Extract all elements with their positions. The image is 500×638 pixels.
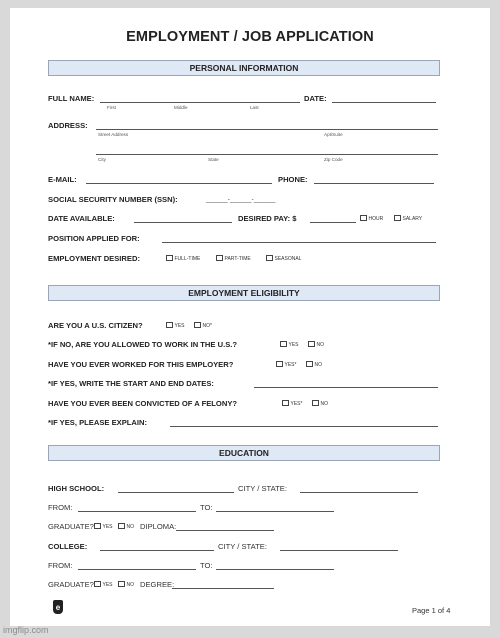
high-school-to-label: TO: [200, 503, 213, 512]
high-school-graduate-yes-option[interactable] [94, 522, 113, 532]
worked-for-employer-yes-option[interactable] [276, 360, 296, 370]
us-citizen-question: ARE YOU A U.S. CITIZEN? [48, 321, 143, 330]
section-education: EDUCATION [48, 445, 440, 461]
form-title: EMPLOYMENT / JOB APPLICATION [126, 29, 374, 45]
full-time-checkbox[interactable] [166, 255, 173, 262]
date-available-label: DATE AVAILABLE: [48, 214, 115, 223]
salary-checkbox[interactable] [394, 215, 401, 222]
high-school-graduate-no-checkbox[interactable] [118, 523, 125, 530]
college-graduate-yes-label: YES [102, 582, 113, 588]
phone-label: PHONE: [278, 175, 308, 184]
full-name-label: FULL NAME: [48, 94, 95, 103]
felony-no-label: NO [320, 401, 328, 407]
date-available-field[interactable] [134, 222, 232, 223]
high-school-from-field[interactable] [78, 511, 196, 512]
allowed-to-work-yes-checkbox[interactable] [280, 341, 287, 348]
college-label: COLLEGE: [48, 542, 88, 551]
high-school-from-label: FROM: [48, 503, 73, 512]
section-employment-eligibility: EMPLOYMENT ELIGIBILITY [48, 285, 440, 301]
position-field[interactable] [162, 242, 436, 243]
phone-field[interactable] [314, 183, 434, 184]
street-address-sublabel: Street Address [98, 132, 129, 137]
college-city-state-label: CITY / STATE: [218, 542, 267, 551]
college-graduate-label: GRADUATE? [48, 580, 94, 589]
ssn-field[interactable]: ______-______-______ [206, 196, 276, 203]
position-label: POSITION APPLIED FOR: [48, 234, 140, 243]
felony-yes-option[interactable] [282, 399, 302, 409]
high-school-to-field[interactable] [216, 511, 334, 512]
high-school-graduate-yes-label: YES [102, 524, 113, 530]
worked-for-employer-no-label: NO [314, 362, 322, 368]
part-time-checkbox[interactable] [216, 255, 223, 262]
desired-pay-field[interactable] [310, 222, 356, 223]
last-sublabel: Last [250, 105, 259, 110]
part-time-label: PART-TIME [224, 256, 251, 262]
seasonal-option[interactable] [266, 254, 301, 264]
worked-for-employer-question: HAVE YOU EVER WORKED FOR THIS EMPLOYER? [48, 360, 234, 369]
salary-option[interactable] [394, 214, 422, 224]
employment-desired-label: EMPLOYMENT DESIRED: [48, 254, 140, 263]
page-number: Page 1 of 4 [412, 606, 451, 615]
felony-yes-checkbox[interactable] [282, 400, 289, 407]
us-citizen-no-label: NO* [202, 323, 212, 329]
hour-option-label: HOUR [368, 216, 384, 222]
us-citizen-yes-option[interactable] [166, 321, 185, 331]
degree-label: DEGREE: [140, 580, 175, 589]
hour-checkbox[interactable] [360, 215, 367, 222]
felony-yes-label: YES* [290, 401, 303, 407]
allowed-to-work-yes-label: YES [288, 342, 299, 348]
email-field[interactable] [86, 183, 272, 184]
worked-for-employer-no-checkbox[interactable] [306, 361, 313, 368]
high-school-graduate-yes-checkbox[interactable] [94, 523, 101, 530]
college-to-field[interactable] [216, 569, 334, 570]
us-citizen-yes-label: YES [174, 323, 185, 329]
allowed-to-work-question: *IF NO, ARE YOU ALLOWED TO WORK IN THE U.S.? [48, 340, 238, 349]
college-from-field[interactable] [78, 569, 196, 570]
city-state-zip-field[interactable] [96, 154, 438, 155]
first-sublabel: First [107, 105, 116, 110]
college-graduate-no-option[interactable] [118, 580, 134, 590]
felony-no-option[interactable] [312, 399, 328, 409]
explain-field[interactable] [170, 426, 438, 427]
worked-for-employer-no-option[interactable] [306, 360, 322, 370]
college-city-state-field[interactable] [280, 550, 398, 551]
middle-sublabel: Middle [174, 105, 188, 110]
high-school-field[interactable] [118, 492, 234, 493]
full-time-label: FULL-TIME [174, 256, 201, 262]
ssn-label: SOCIAL SECURITY NUMBER (SSN): [48, 195, 178, 204]
state-sublabel: State [208, 157, 219, 162]
worked-for-employer-yes-checkbox[interactable] [276, 361, 283, 368]
felony-question: HAVE YOU EVER BEEN CONVICTED OF A FELONY? [48, 399, 238, 408]
high-school-city-state-label: CITY / STATE: [238, 484, 287, 493]
high-school-city-state-field[interactable] [300, 492, 418, 493]
allowed-to-work-yes-option[interactable] [280, 340, 299, 350]
desired-pay-label: DESIRED PAY: $ [238, 214, 297, 223]
explain-question: *IF YES, PLEASE EXPLAIN: [48, 418, 148, 427]
seasonal-label: SEASONAL [274, 256, 302, 262]
college-to-label: TO: [200, 561, 213, 570]
felony-no-checkbox[interactable] [312, 400, 319, 407]
eforms-logo-icon: e [53, 600, 63, 614]
email-label: E-MAIL: [48, 175, 77, 184]
allowed-to-work-no-option[interactable] [308, 340, 324, 350]
hour-option[interactable] [360, 214, 383, 224]
college-graduate-yes-checkbox[interactable] [94, 581, 101, 588]
street-address-field[interactable] [96, 129, 438, 130]
full-name-field[interactable] [100, 102, 300, 103]
address-label: ADDRESS: [48, 121, 88, 130]
part-time-option[interactable] [216, 254, 251, 264]
section-personal-information: PERSONAL INFORMATION [48, 60, 440, 76]
date-field[interactable] [332, 102, 436, 103]
allowed-to-work-no-label: NO [316, 342, 324, 348]
college-graduate-no-checkbox[interactable] [118, 581, 125, 588]
city-sublabel: City [98, 157, 106, 162]
worked-for-employer-yes-label: YES* [284, 362, 297, 368]
college-graduate-yes-option[interactable] [94, 580, 113, 590]
date-label: DATE: [304, 94, 327, 103]
degree-field[interactable] [172, 588, 274, 589]
zip-sublabel: Zip Code [324, 157, 343, 162]
us-citizen-yes-checkbox[interactable] [166, 322, 173, 329]
allowed-to-work-no-checkbox[interactable] [308, 341, 315, 348]
us-citizen-no-option[interactable] [194, 321, 212, 331]
college-from-label: FROM: [48, 561, 73, 570]
college-graduate-no-label: NO [126, 582, 134, 588]
college-field[interactable] [100, 550, 214, 551]
us-citizen-no-checkbox[interactable] [194, 322, 201, 329]
high-school-graduate-label: GRADUATE? [48, 522, 94, 531]
salary-option-label: SALARY [402, 216, 423, 222]
start-end-dates-field[interactable] [254, 387, 438, 388]
high-school-graduate-no-option[interactable] [118, 522, 134, 532]
start-end-dates-question: *IF YES, WRITE THE START AND END DATES: [48, 379, 214, 388]
diploma-field[interactable] [176, 530, 274, 531]
full-time-option[interactable] [166, 254, 200, 264]
high-school-label: HIGH SCHOOL: [48, 484, 105, 493]
high-school-graduate-no-label: NO [126, 524, 134, 530]
diploma-label: DIPLOMA: [140, 522, 177, 531]
application-page [10, 8, 490, 626]
imgflip-watermark: imgflip.com [3, 625, 49, 635]
apt-suite-sublabel: Apt/Suite [324, 132, 343, 137]
seasonal-checkbox[interactable] [266, 255, 273, 262]
